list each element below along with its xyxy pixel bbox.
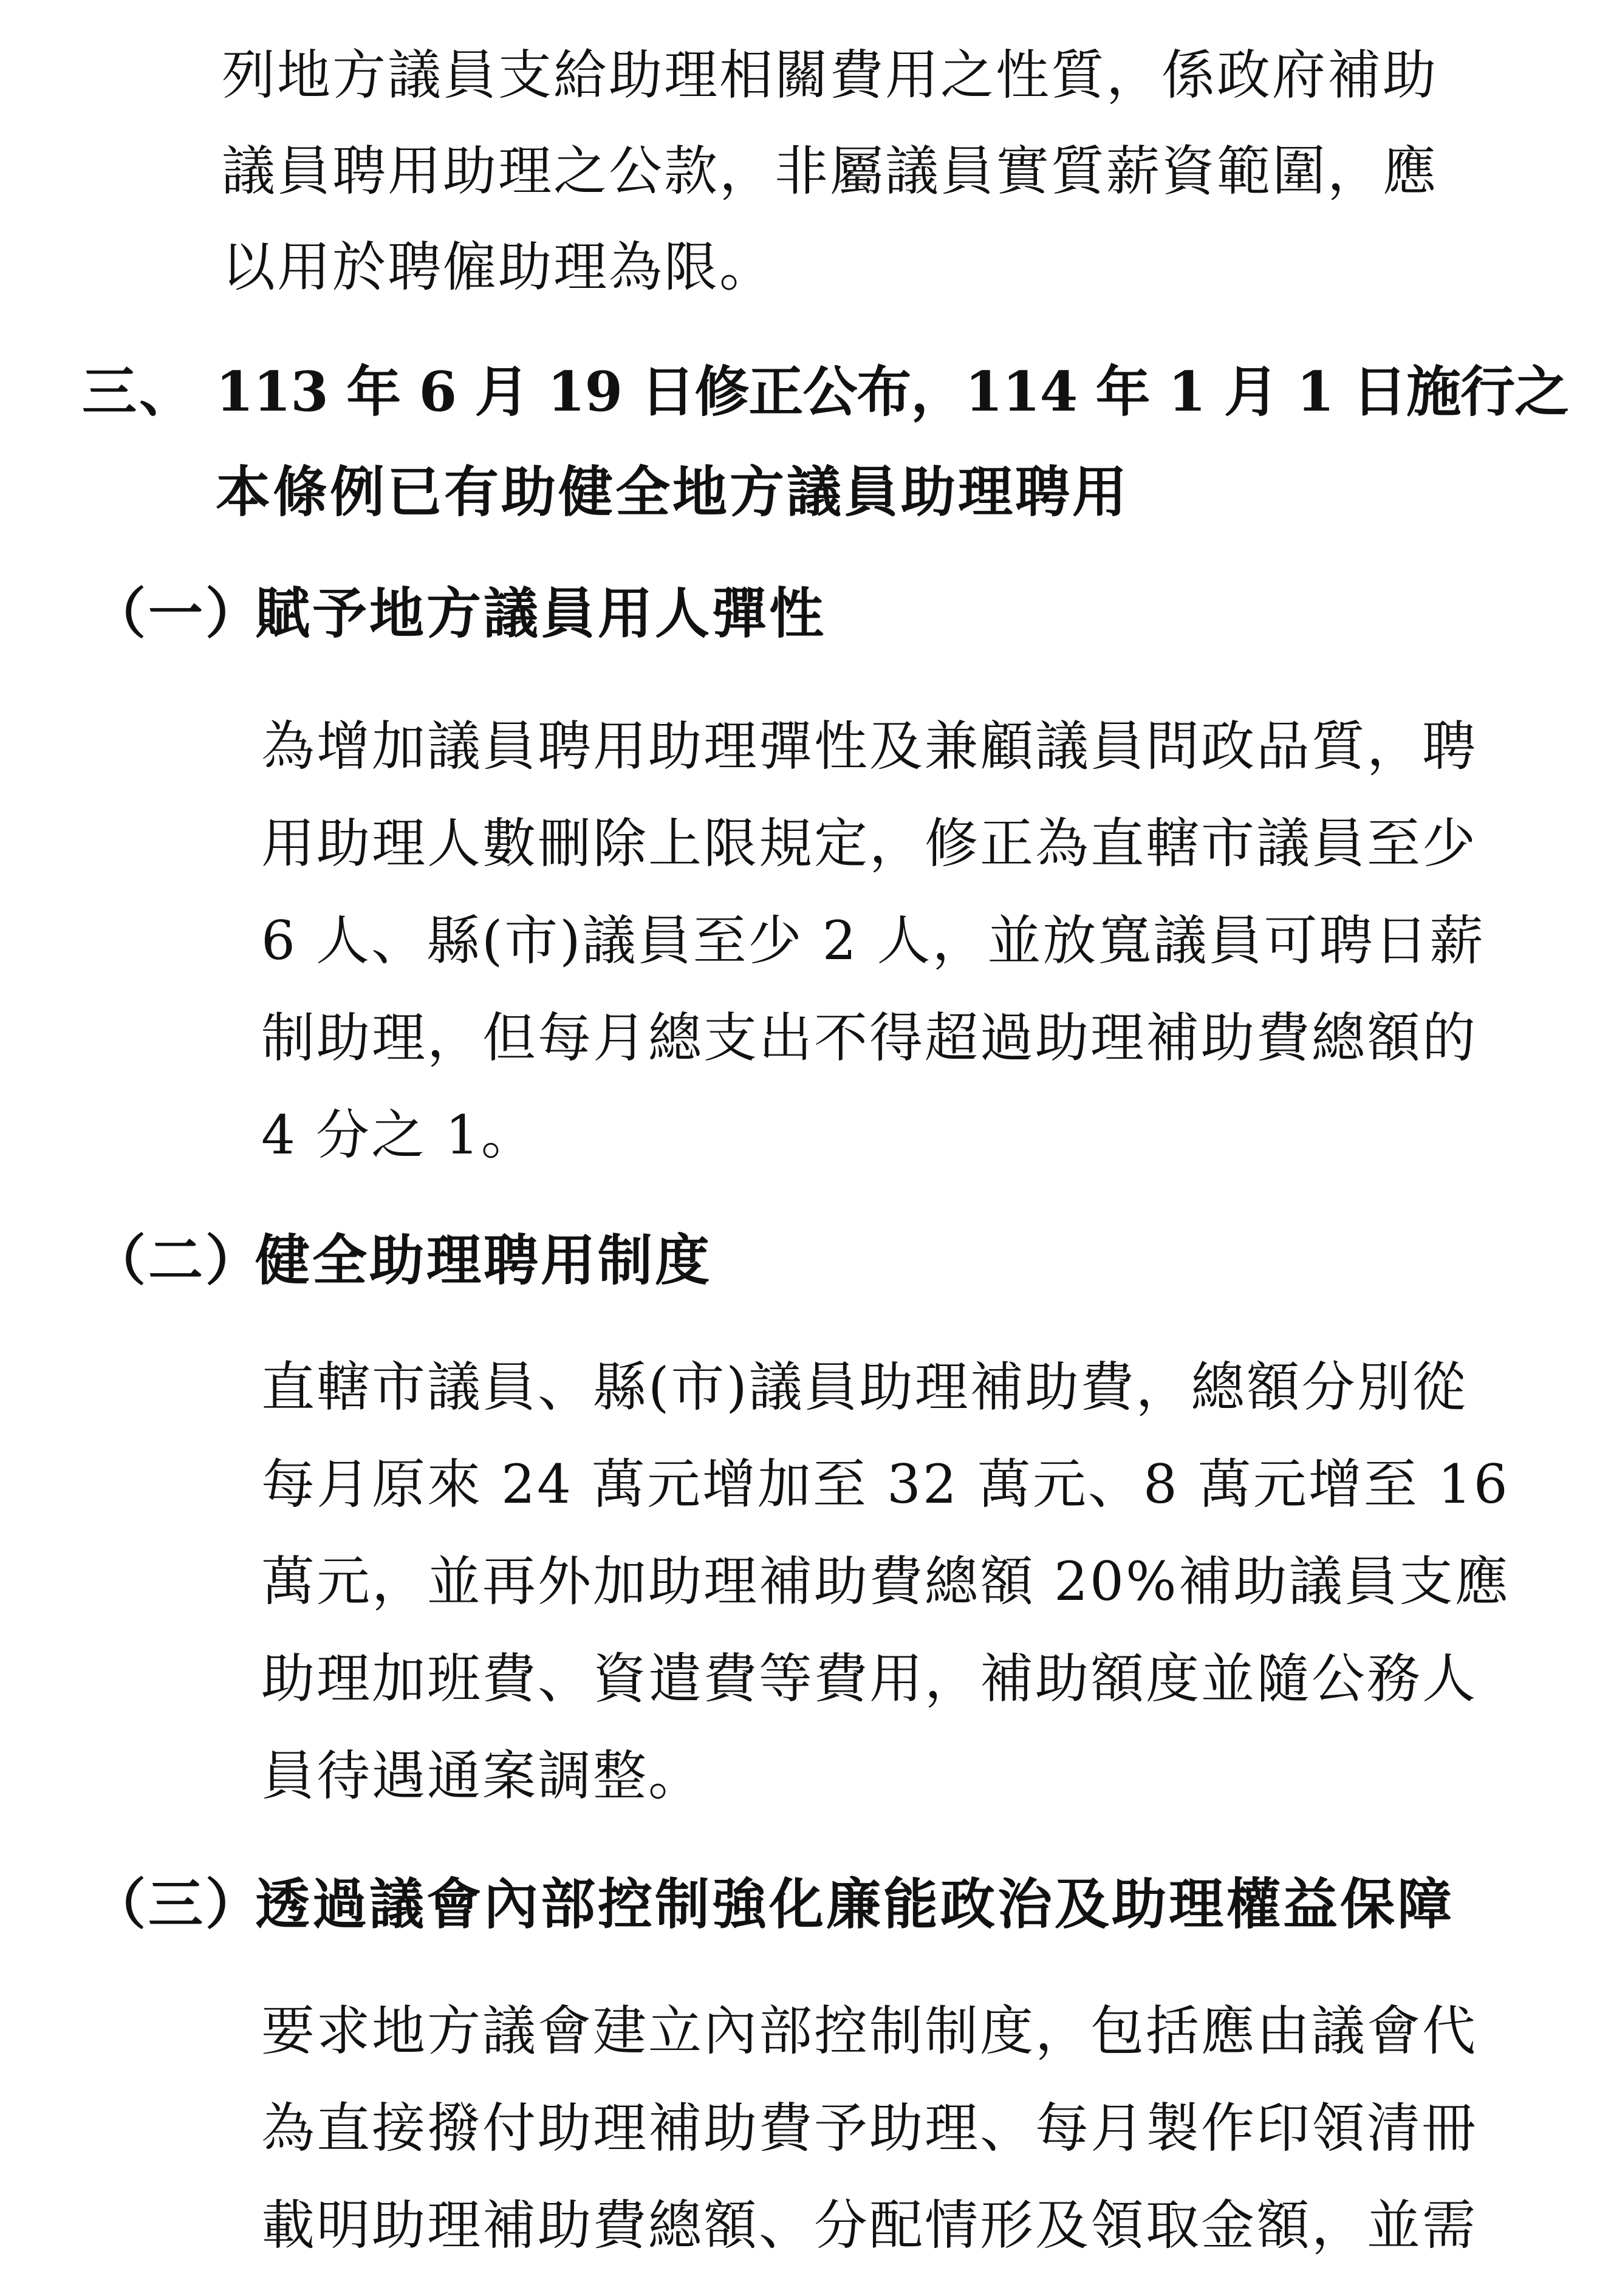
section-3-marker: 三、 bbox=[82, 360, 196, 424]
subsection-1-line-2: 用助理人數刪除上限規定，修正為直轄市議員至少 bbox=[261, 812, 1478, 875]
subsection-3-line-1: 要求地方議會建立內部控制制度，包括應由議會代 bbox=[261, 2000, 1478, 2062]
subsection-2-title: 健全助理聘用制度 bbox=[255, 1228, 712, 1293]
intro-line-3: 以用於聘僱助理為限。 bbox=[222, 236, 775, 298]
subsection-2-marker: （二） bbox=[91, 1228, 262, 1293]
subsection-3-line-2: 為直接撥付助理補助費予助理、每月製作印領清冊 bbox=[261, 2097, 1478, 2159]
subsection-2-line-3: 萬元，並再外加助理補助費總額 20%補助議員支應 bbox=[261, 1550, 1510, 1613]
intro-line-1: 列地方議員支給助理相關費用之性質，係政府補助 bbox=[222, 44, 1438, 106]
subsection-2-line-5: 員待遇通案調整。 bbox=[261, 1744, 704, 1807]
subsection-1-line-3: 6 人、縣(市)議員至少 2 人，並放寬議員可聘日薪 bbox=[261, 909, 1485, 972]
subsection-1-marker: （一） bbox=[91, 581, 262, 646]
intro-line-2: 議員聘用助理之公款，非屬議員實質薪資範圍，應 bbox=[222, 140, 1438, 202]
subsection-2-line-4: 助理加班費、資遣費等費用，補助額度並隨公務人 bbox=[261, 1647, 1478, 1710]
section-3-heading-line-1: 113 年 6 月 19 日修正公布，114 年 1 月 1 日施行之 bbox=[216, 360, 1569, 424]
subsection-1-line-5: 4 分之 1。 bbox=[261, 1104, 536, 1166]
subsection-3-line-3: 載明助理補助費總額、分配情形及領取金額，並需 bbox=[261, 2194, 1478, 2257]
subsection-2-line-2: 每月原來 24 萬元增加至 32 萬元、8 萬元增至 16 bbox=[261, 1453, 1510, 1515]
subsection-3-marker: （三） bbox=[91, 1872, 262, 1936]
subsection-2-line-1: 直轄市議員、縣(市)議員助理補助費，總額分別從 bbox=[261, 1356, 1468, 1418]
subsection-1-line-4: 制助理，但每月總支出不得超過助理補助費總額的 bbox=[261, 1006, 1478, 1069]
subsection-1-line-1: 為增加議員聘用助理彈性及兼顧議員問政品質，聘 bbox=[261, 715, 1478, 777]
subsection-3-title: 透過議會內部控制強化廉能政治及助理權益保障 bbox=[255, 1872, 1454, 1936]
subsection-1-title: 賦予地方議員用人彈性 bbox=[255, 581, 826, 646]
section-3-heading-line-2: 本條例已有助健全地方議員助理聘用 bbox=[216, 460, 1129, 524]
